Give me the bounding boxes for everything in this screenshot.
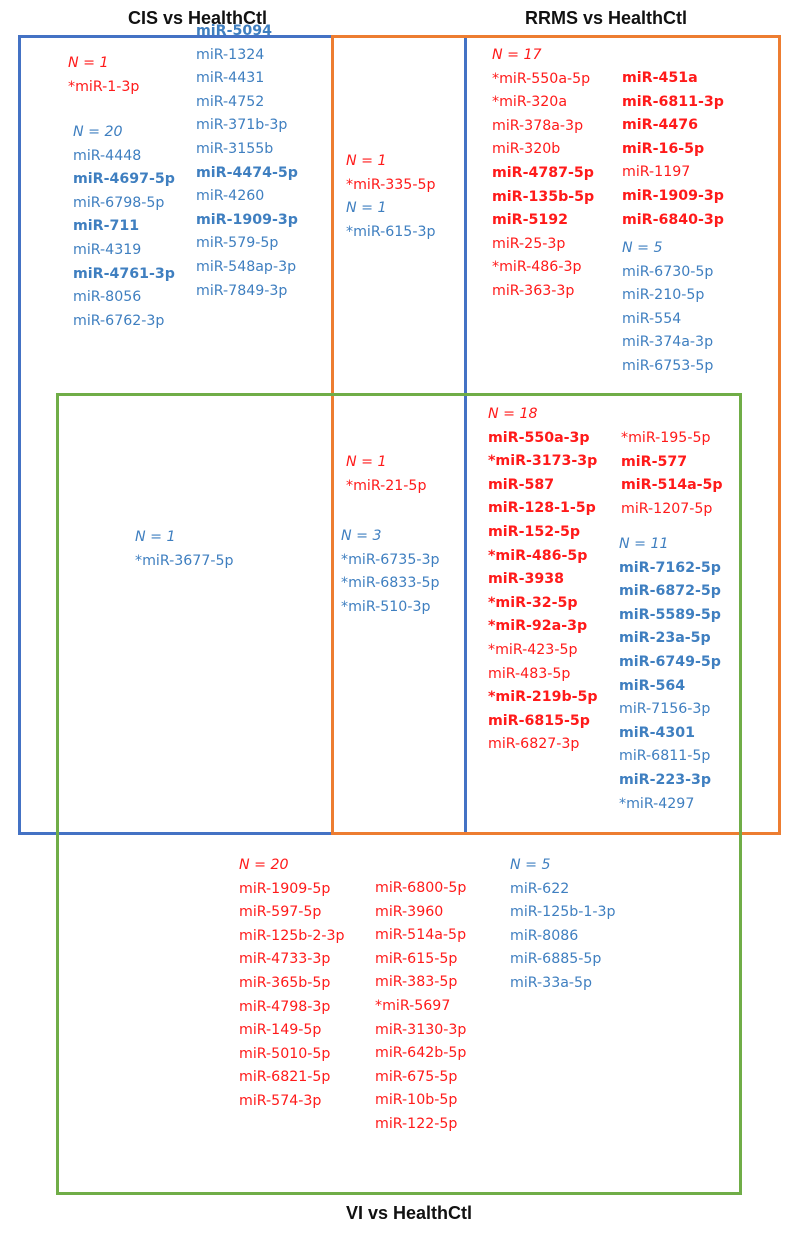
rrms-vi-up-col2 — [621, 427, 723, 521]
mirna-label: miR-6821-5p — [239, 1069, 331, 1086]
mirna-label: miR-6800-5p — [375, 880, 467, 896]
mirna-label: miR-223-3p — [619, 771, 711, 788]
cis-rrms-down-group — [346, 197, 436, 244]
cis-only-down-col2 — [196, 20, 298, 303]
mirna-label: miR-1909-3p — [196, 211, 298, 228]
mirna-label: miR-548ap-3p — [196, 258, 297, 275]
mirna-label: miR-128-1-5p — [488, 500, 596, 517]
mirna-label: *miR-4297 — [619, 795, 695, 812]
mirna-label: miR-622 — [510, 880, 570, 897]
mirna-label: *miR-3677-5p — [135, 552, 234, 569]
mirna-label: *miR-6735-3p — [341, 551, 440, 568]
mirna-label: miR-577 — [621, 453, 688, 470]
set-title-cis: CIS vs HealthCtl — [128, 8, 268, 28]
mirna-label: miR-4798-3p — [239, 998, 331, 1015]
mirna-label: miR-33a-5p — [510, 974, 593, 991]
mirna-label: miR-564 — [619, 677, 686, 694]
mirna-label: miR-383-5p — [375, 974, 458, 991]
mirna-label: *miR-510-3p — [341, 598, 431, 615]
mirna-label: miR-374a-3p — [622, 334, 714, 351]
set-title-vi: VI vs HealthCtl — [346, 1203, 473, 1223]
mirna-label: miR-711 — [73, 218, 140, 235]
mirna-label: miR-675-5p — [375, 1068, 458, 1085]
mirna-label: miR-5010-5p — [239, 1045, 331, 1062]
all-three-down-group — [341, 525, 440, 619]
mirna-label: miR-4787-5p — [492, 164, 594, 181]
mirna-label: miR-483-5p — [488, 665, 571, 682]
mirna-label: miR-615-5p — [375, 950, 458, 967]
mirna-label: miR-210-5p — [622, 287, 705, 304]
mirna-label: miR-10b-5p — [375, 1092, 458, 1109]
mirna-label: miR-4474-5p — [196, 164, 298, 181]
group-count-label: N = 1 — [346, 153, 387, 169]
mirna-label: *miR-219b-5p — [488, 689, 598, 706]
mirna-label: miR-6811-3p — [622, 93, 724, 110]
mirna-label: *miR-32-5p — [488, 594, 578, 611]
cis-vi-down-group — [135, 526, 234, 573]
cis-rrms-up-group — [346, 150, 436, 197]
vi-only-up-col2 — [375, 877, 466, 1137]
mirna-label: miR-149-5p — [239, 1022, 322, 1039]
mirna-label: miR-5192 — [492, 212, 568, 229]
rrms-only-up-col2 — [622, 67, 724, 232]
mirna-label: miR-642b-5p — [375, 1045, 467, 1062]
mirna-label: miR-554 — [622, 310, 682, 327]
mirna-label: miR-5094 — [196, 23, 272, 39]
group-count-label: N = 20 — [73, 124, 123, 140]
mirna-label: miR-451a — [622, 70, 698, 86]
mirna-label: miR-3938 — [488, 571, 564, 588]
mirna-label: miR-6730-5p — [622, 263, 714, 280]
group-count-label: N = 17 — [492, 47, 542, 63]
mirna-label: miR-6872-5p — [619, 583, 721, 600]
group-count-label: N = 1 — [135, 529, 176, 545]
mirna-label: miR-320b — [492, 141, 561, 158]
mirna-label: miR-6815-5p — [488, 712, 590, 729]
group-count-label: N = 20 — [239, 857, 289, 873]
mirna-label: miR-6762-3p — [73, 312, 165, 329]
vi-only-up-col1 — [239, 854, 345, 1114]
mirna-label: miR-1909-3p — [622, 187, 724, 204]
mirna-label: miR-4476 — [622, 117, 698, 134]
mirna-label: miR-3155b — [196, 140, 274, 157]
mirna-label: miR-152-5p — [488, 523, 580, 540]
mirna-label: miR-8056 — [73, 289, 142, 306]
mirna-label: *miR-486-5p — [488, 547, 588, 564]
group-count-label: N = 5 — [510, 857, 551, 873]
mirna-label: miR-514a-5p — [621, 477, 723, 494]
mirna-label: miR-597-5p — [239, 904, 322, 921]
group-count-label: N = 11 — [619, 536, 669, 552]
mirna-label: miR-6749-5p — [619, 653, 721, 670]
mirna-label: miR-4301 — [619, 724, 695, 741]
mirna-label: *miR-92a-3p — [488, 618, 588, 635]
group-count-label: N = 5 — [622, 240, 663, 256]
mirna-label: *miR-5697 — [375, 997, 451, 1014]
mirna-label: miR-125b-2-3p — [239, 927, 345, 944]
mirna-label: miR-7849-3p — [196, 282, 288, 299]
mirna-label: miR-3960 — [375, 903, 444, 920]
cis-only-up-group — [68, 52, 139, 99]
mirna-label: miR-4752 — [196, 93, 265, 110]
set-title-rrms: RRMS vs HealthCtl — [525, 8, 688, 28]
cis-only-down-col1 — [73, 121, 175, 333]
mirna-label: miR-6827-3p — [488, 736, 580, 753]
mirna-label: miR-4448 — [73, 147, 142, 164]
mirna-label: miR-6885-5p — [510, 951, 602, 968]
mirna-label: *miR-1-3p — [68, 78, 140, 95]
all-three-up-group — [346, 451, 426, 498]
rrms-vi-up-col1 — [488, 403, 598, 757]
mirna-label: miR-550a-3p — [488, 429, 590, 446]
mirna-label: miR-6840-3p — [622, 211, 724, 228]
group-count-label: N = 1 — [346, 454, 387, 470]
mirna-label: miR-8086 — [510, 927, 579, 944]
mirna-label: miR-4260 — [196, 188, 265, 205]
mirna-label: miR-5589-5p — [619, 606, 721, 623]
mirna-label: miR-16-5p — [622, 140, 705, 157]
mirna-label: miR-365b-5p — [239, 974, 331, 991]
mirna-label: miR-587 — [488, 476, 555, 493]
mirna-label: miR-4431 — [196, 70, 265, 87]
mirna-label: miR-579-5p — [196, 235, 279, 252]
mirna-label: *miR-320a — [492, 94, 568, 111]
mirna-label: miR-122-5p — [375, 1115, 458, 1132]
mirna-label: miR-4733-3p — [239, 951, 331, 968]
mirna-label: miR-135b-5p — [492, 188, 595, 205]
group-count-label: N = 3 — [341, 528, 382, 544]
mirna-label: miR-1909-5p — [239, 880, 331, 897]
mirna-label: miR-6753-5p — [622, 357, 714, 374]
mirna-label: miR-371b-3p — [196, 117, 288, 134]
rrms-only-down-group — [622, 237, 713, 379]
mirna-label: miR-1207-5p — [621, 500, 713, 517]
mirna-label: miR-4319 — [73, 241, 142, 258]
mirna-label: *miR-615-3p — [346, 223, 436, 240]
mirna-label: *miR-550a-5p — [492, 70, 591, 87]
mirna-label: miR-23a-5p — [619, 630, 711, 647]
mirna-label: miR-574-3p — [239, 1092, 322, 1109]
mirna-label: miR-378a-3p — [492, 117, 584, 134]
mirna-label: *miR-335-5p — [346, 176, 436, 193]
mirna-label: *miR-195-5p — [621, 430, 711, 446]
mirna-label: miR-125b-1-3p — [510, 904, 616, 921]
mirna-label: miR-4761-3p — [73, 265, 175, 282]
group-count-label: N = 18 — [488, 406, 538, 422]
mirna-label: *miR-6833-5p — [341, 575, 440, 592]
mirna-label: miR-1197 — [622, 164, 691, 181]
mirna-label: miR-7162-5p — [619, 559, 721, 576]
group-count-label: N = 1 — [68, 55, 109, 71]
mirna-label: miR-363-3p — [492, 282, 575, 299]
mirna-label: miR-1324 — [196, 46, 265, 63]
mirna-label: miR-6798-5p — [73, 194, 165, 211]
rrms-only-up-col1 — [492, 44, 594, 304]
mirna-label: miR-514a-5p — [375, 927, 467, 944]
group-count-label: N = 1 — [346, 200, 387, 216]
mirna-label: *miR-486-3p — [492, 259, 582, 276]
mirna-label: miR-4697-5p — [73, 171, 175, 188]
rrms-vi-down-group — [619, 533, 721, 816]
mirna-label: miR-25-3p — [492, 235, 566, 252]
mirna-label: miR-7156-3p — [619, 701, 711, 718]
mirna-label: miR-6811-5p — [619, 748, 711, 765]
mirna-label: *miR-21-5p — [346, 477, 427, 494]
vi-only-down-group — [510, 854, 616, 996]
mirna-label: *miR-3173-3p — [488, 453, 598, 470]
mirna-label: miR-3130-3p — [375, 1021, 467, 1038]
mirna-label: *miR-423-5p — [488, 641, 578, 658]
